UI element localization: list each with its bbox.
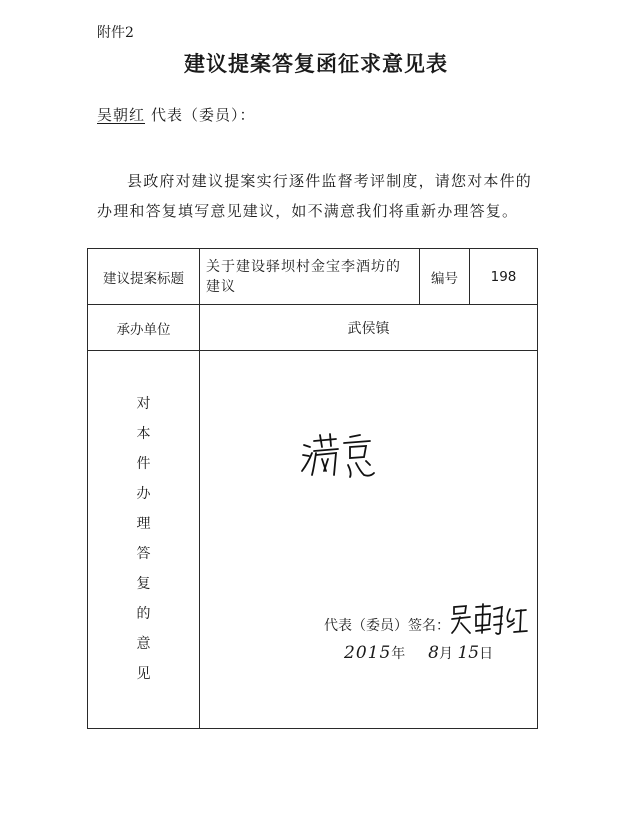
addressee-line [97,104,256,125]
opinion-row [88,351,538,729]
subject-value: 关于建设驿坝村金宝李酒坊的建议 [200,249,420,305]
subject-label: 建议提案标题 [88,249,200,305]
date-day: 15 [457,643,480,663]
opinion-label-char: 见 [136,666,151,682]
opinion-label-char: 办 [136,486,151,502]
opinion-area [200,351,537,728]
document-title: 建议提案答复函征求意见表 [184,51,448,76]
opinion-label-char: 的 [136,606,151,622]
opinion-label-vertical [88,351,199,689]
date-year-unit: 年 [391,646,406,662]
opinion-label-char: 意 [136,636,151,652]
opinion-content [200,351,538,729]
signature-label: 代表（委员）签名： [324,618,450,634]
opinion-label-char: 答 [136,546,151,562]
opinion-label-char: 对 [136,396,151,412]
opinion-label-char: 件 [136,456,151,472]
number-label: 编号 [420,249,470,305]
signature-date [344,643,493,663]
date-month: 8 [428,643,439,663]
number-value: 198 [470,249,538,305]
unit-label: 承办单位 [88,305,200,351]
opinion-label-char: 本 [136,426,151,442]
attachment-label: 附件2 [97,25,134,41]
date-month-unit: 月 [439,646,453,662]
unit-value: 武侯镇 [200,305,538,351]
handwritten-opinion [300,431,380,481]
opinion-form-table [87,248,538,729]
unit-row [88,305,538,351]
addressee-suffix: 代表（委员）： [151,106,256,124]
opinion-label-char: 复 [136,576,151,592]
date-day-unit: 日 [479,646,494,662]
handwritten-signature [450,603,528,637]
instruction-paragraph: 县政府对建议提案实行逐件监督考评制度，请您对本件的办理和答复填写意见建议，如不满意我们将重新办理答复。 [97,172,533,220]
opinion-label [88,351,200,729]
date-year: 2015 [344,643,392,663]
addressee-name: 吴朝红 [97,106,146,124]
subject-row [88,249,538,305]
opinion-label-char: 理 [136,516,151,532]
